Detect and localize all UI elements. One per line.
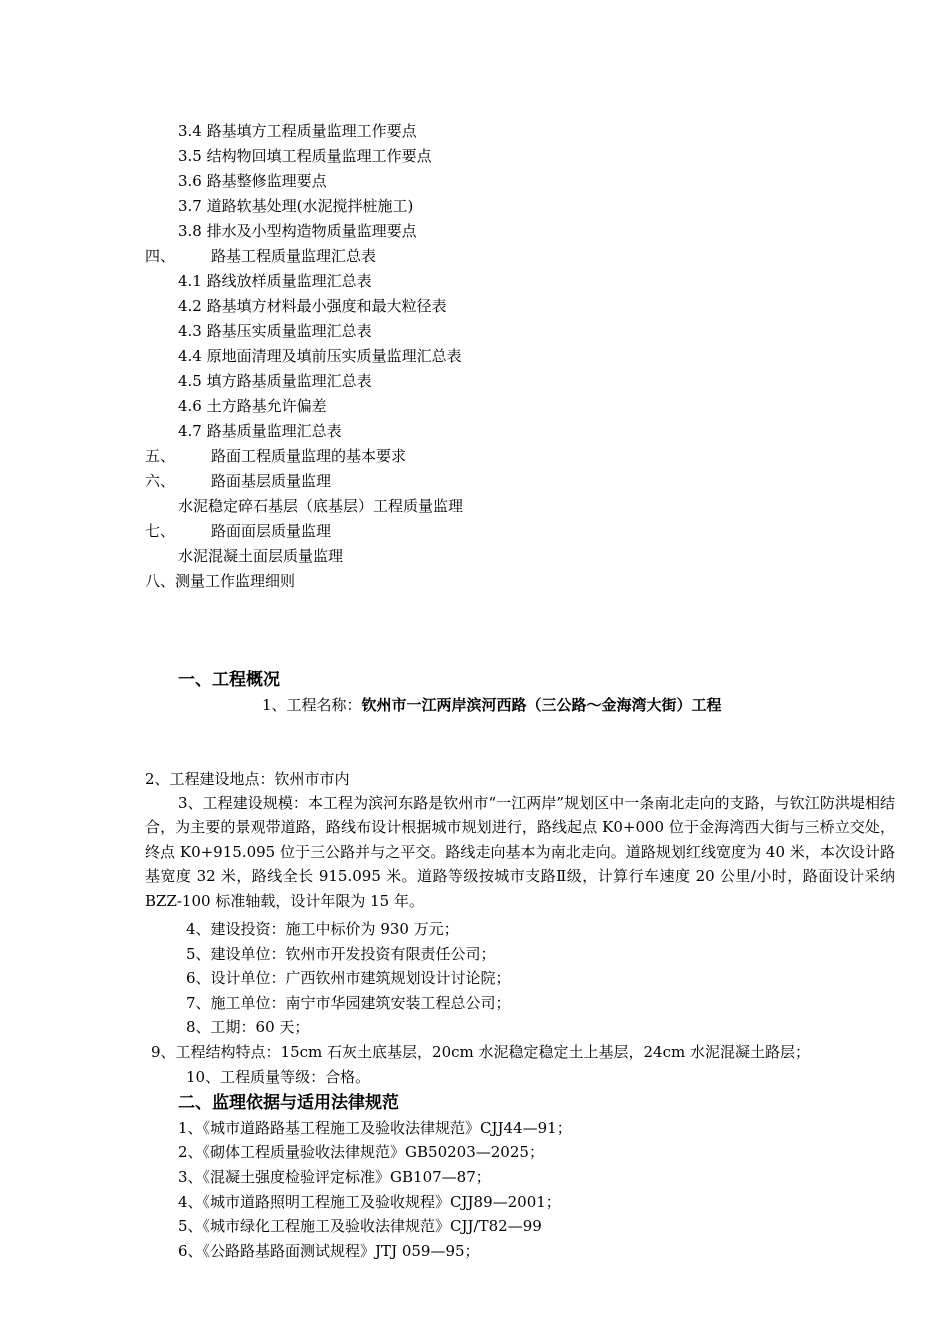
toc-chapter (145, 246, 376, 266)
toc-chapter-title: 路面工程质量监理的基本要求 (211, 447, 407, 465)
project-name-value: 钦州市一江两岸滨河西路（三公路～金海湾大街）工程 (361, 696, 722, 714)
project-scale-paragraph (145, 791, 895, 913)
project-scale-text: 3、工程建设规模：本工程为滨河东路是钦州市“一江两岸”规划区中一条南北走向的支路，与钦江防洪堤相结合，为主要的景观带道路，路线布设计根据城市规划进行，路线起点 K0+000 位于金海湾西大街与三桥立交处，终点 K0+915.095 位于三公路并与之平交。路线走向基本为南北走向。道路规划红线宽度为 40 米，本次设计路基宽度 32 米，路线全长 915.095 米。道路等级按城市支路Ⅱ级，计算行车速度 20 公里/小时，路面设计采纳 BZZ-100 标准轴载，设计年限为 15 年。 (145, 794, 895, 910)
toc-chapter (145, 446, 406, 466)
toc-chapter-title: 路面基层质量监理 (211, 472, 332, 490)
toc-chapter-number: 七、 (145, 522, 176, 540)
regulation-item: 4、《城市道路照明工程施工及验收规程》CJJ89—2001； (178, 1193, 561, 1211)
toc-item: 4.5 填方路基质量监理汇总表 (178, 372, 372, 390)
project-name (262, 695, 722, 715)
toc-item: 4.4 原地面清理及填前压实质量监理汇总表 (178, 347, 462, 365)
project-location: 2、工程建设地点：钦州市市内 (145, 770, 350, 788)
toc-item: 3.7 道路软基处理(水泥搅拌桩施工) (178, 197, 414, 215)
overview-item: 6、设计单位：广西钦州市建筑规划设计讨论院； (186, 969, 511, 987)
project-name-label: 1、工程名称： (262, 696, 362, 714)
toc-item: 4.6 土方路基允许偏差 (178, 397, 327, 415)
toc-chapter-number: 五、 (145, 447, 176, 465)
quality-grade: 10、工程质量等级：合格。 (186, 1068, 371, 1086)
toc-chapter (145, 521, 331, 541)
regulation-item: 2、《砌体工程质量验收法律规范》GB50203—2025； (178, 1143, 544, 1161)
regulation-item: 5、《城市绿化工程施工及验收法律规范》CJJ/T82—99 (178, 1217, 542, 1235)
structure-features: 9、工程结构特点：15cm 石灰土底基层，20cm 水泥稳定稳定土上基层，24cm 水泥混凝土路层； (151, 1043, 810, 1061)
regulation-item: 1、《城市道路路基工程施工及验收法律规范》CJJ44—91； (178, 1119, 572, 1137)
section-heading-overview: 一、工程概况 (178, 670, 280, 690)
toc-chapter-number: 四、 (145, 247, 176, 265)
regulation-item: 3、《混凝土强度检验评定标准》GB107—87； (178, 1168, 491, 1186)
toc-item: 4.3 路基压实质量监理汇总表 (178, 322, 372, 340)
toc-chapter (145, 471, 331, 491)
toc-item: 3.5 结构物回填工程质量监理工作要点 (178, 147, 432, 165)
overview-item: 5、建设单位：钦州市开发投资有限责任公司； (186, 945, 496, 963)
overview-item: 8、工期：60 天； (186, 1018, 310, 1036)
overview-item: 7、施工单位：南宁市华园建筑安装工程总公司； (186, 994, 511, 1012)
toc-item: 3.6 路基整修监理要点 (178, 172, 327, 190)
toc-item: 4.7 路基质量监理汇总表 (178, 422, 342, 440)
toc-item: 水泥混凝土面层质量监理 (178, 547, 344, 565)
toc-item: 4.2 路基填方材料最小强度和最大粒径表 (178, 297, 447, 315)
toc-item: 4.1 路线放样质量监理汇总表 (178, 272, 372, 290)
toc-chapter-number: 六、 (145, 472, 176, 490)
toc-chapter: 八、测量工作监理细则 (145, 572, 296, 590)
toc-chapter-title: 路基工程质量监理汇总表 (211, 247, 377, 265)
overview-item: 4、建设投资：施工中标价为 930 万元； (186, 920, 459, 938)
toc-item: 3.8 排水及小型构造物质量监理要点 (178, 222, 417, 240)
section-heading-basis: 二、监理依据与适用法律规范 (178, 1093, 399, 1113)
toc-chapter-title: 路面面层质量监理 (211, 522, 332, 540)
toc-item: 水泥稳定碎石基层（底基层）工程质量监理 (178, 497, 464, 515)
regulation-item: 6、《公路路基路面测试规程》JTJ 059—95； (178, 1242, 480, 1260)
toc-item: 3.4 路基填方工程质量监理工作要点 (178, 122, 417, 140)
